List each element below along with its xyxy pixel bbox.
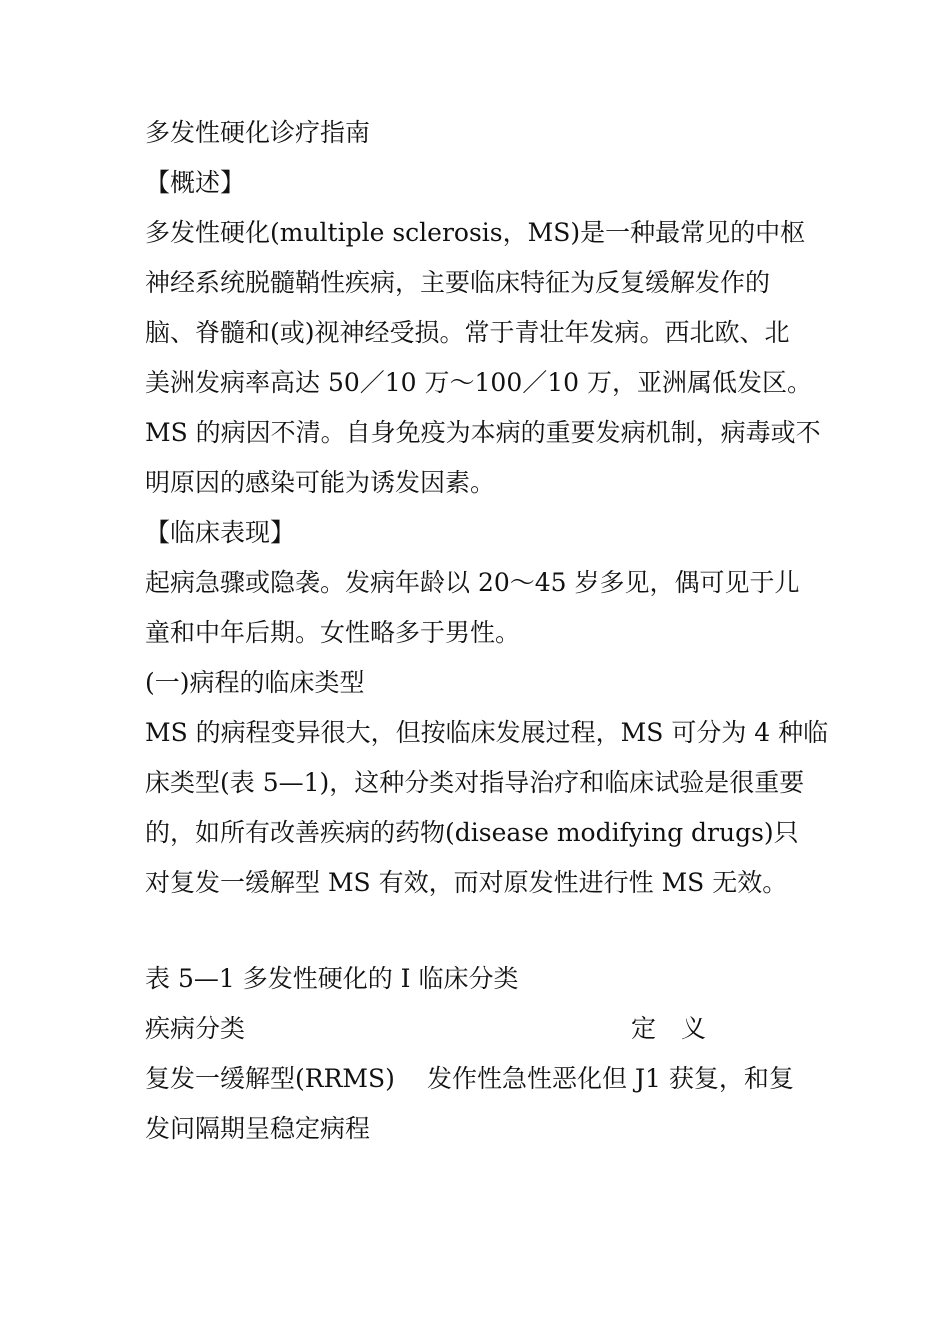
table-header-definition: 定 义: [631, 1014, 707, 1043]
table-row: [145, 1054, 810, 1104]
subsection-heading: (一)病程的临床类型: [145, 668, 365, 697]
paragraph-line: MS 的病因不清。自身免疫为本病的重要发病机制，病毒或不: [145, 418, 821, 447]
paragraph-line: 床类型(表 5—1)，这种分类对指导治疗和临床试验是很重要: [145, 768, 805, 797]
paragraph-line: 起病急骤或隐袭。发病年龄以 20～45 岁多见，偶可见于儿: [145, 568, 800, 597]
table-cell-category: 复发一缓解型(RRMS): [145, 1064, 395, 1093]
table-cell-continuation: 发问隔期呈稳定病程: [145, 1114, 371, 1143]
table-caption: 表 5—1 多发性硬化的 I 临床分类: [145, 964, 519, 993]
table-cell-definition: 发作性急性恶化但 J1 获复，和复: [427, 1064, 794, 1093]
table-header-category: 疾病分类: [145, 1014, 246, 1043]
document-title: 多发性硬化诊疗指南: [145, 118, 371, 147]
paragraph-line: 多发性硬化(multiple sclerosis，MS)是一种最常见的中枢: [145, 218, 806, 247]
table-header-row: [145, 1004, 810, 1054]
blank-gap: [145, 908, 810, 954]
paragraph-line: 明原因的感染可能为诱发因素。: [145, 468, 496, 497]
section-heading-clinical: 【临床表现】: [145, 518, 296, 547]
section-heading-overview: 【概述】: [145, 168, 246, 197]
document-page: [145, 108, 829, 1154]
paragraph-line: 美洲发病率高达 50／10 万～100／10 万，亚洲属低发区。: [145, 368, 812, 397]
paragraph-line: 的，如所有改善疾病的药物(disease modifying drugs)只: [145, 818, 799, 847]
paragraph-line: 神经系统脱髓鞘性疾病，主要临床特征为反复缓解发作的: [145, 268, 771, 297]
paragraph-line: 童和中年后期。女性略多于男性。: [145, 618, 521, 647]
paragraph-line: 对复发一缓解型 MS 有效，而对原发性进行性 MS 无效。: [145, 868, 788, 897]
paragraph-line: 脑、脊髓和(或)视神经受损。常于青壮年发病。西北欧、北: [145, 318, 790, 347]
paragraph-line: MS 的病程变异很大，但按临床发展过程，MS 可分为 4 种临: [145, 718, 829, 747]
